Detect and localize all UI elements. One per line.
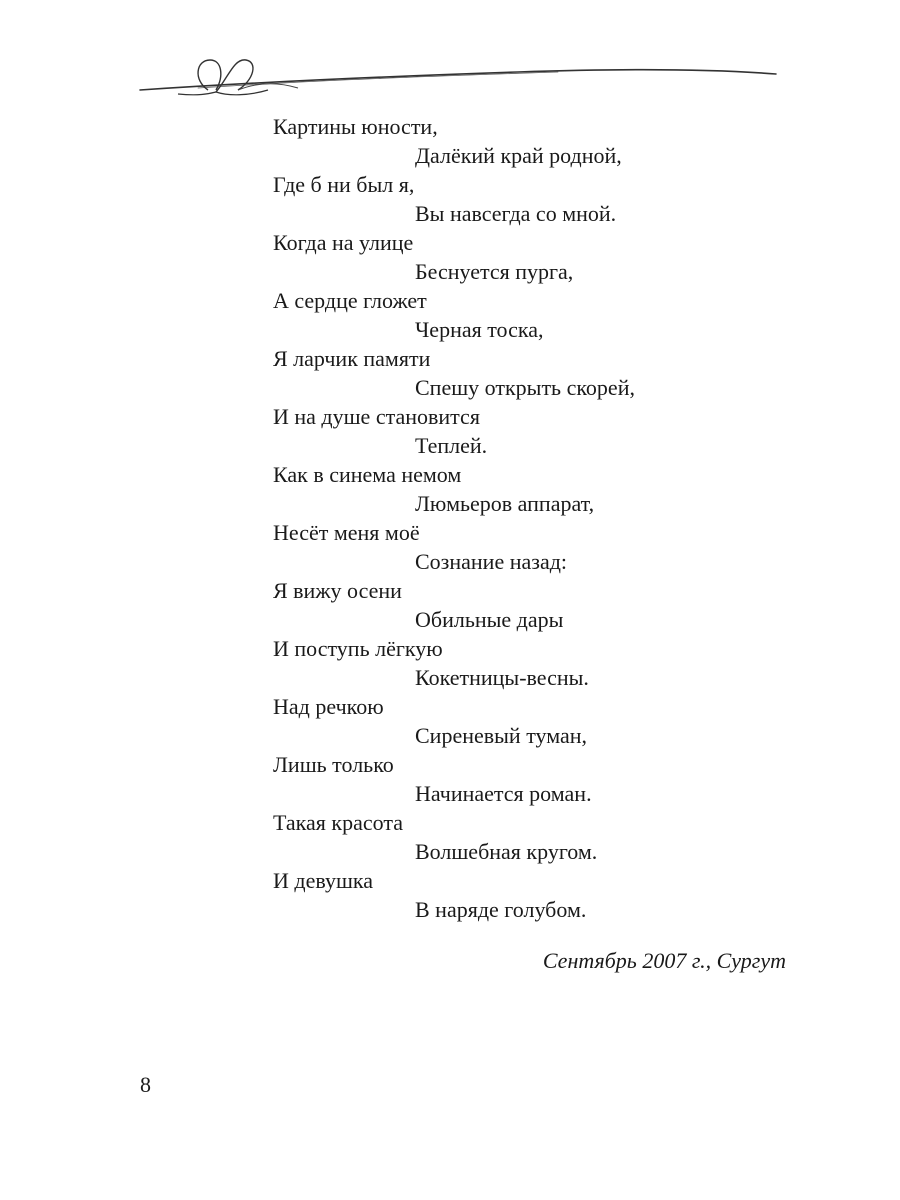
- poem-line: Кокетницы-весны.: [415, 665, 589, 690]
- poem-line: Начинается роман.: [415, 781, 592, 806]
- poem-line: Обильные дары: [415, 607, 564, 632]
- poem-line: Как в синема немом: [273, 462, 462, 487]
- poem-line: Я вижу осени: [273, 578, 402, 603]
- poem-line: И поступь лёгкую: [273, 636, 443, 661]
- poem-line: Спешу открыть скорей,: [415, 375, 635, 400]
- poem-line: Я ларчик памяти: [273, 346, 431, 371]
- poem-line: Черная тоска,: [415, 317, 544, 342]
- page-number: 8: [140, 1072, 151, 1097]
- poem-line: Беснуется пурга,: [415, 259, 574, 284]
- poem-line: Вы навсегда со мной.: [415, 201, 617, 226]
- poem-line: Картины юности,: [273, 114, 438, 139]
- poem-line: А сердце гложет: [273, 288, 427, 313]
- poem-line: Такая красота: [273, 810, 403, 835]
- poem-line: В наряде голубом.: [415, 897, 587, 922]
- poem-line: Далёкий край родной,: [415, 143, 622, 168]
- poem-line: И на душе становится: [273, 404, 480, 429]
- poem-line: Сознание назад:: [415, 549, 568, 574]
- poem-line: Где б ни был я,: [273, 172, 415, 197]
- poem-line: Люмьеров аппарат,: [415, 491, 595, 516]
- signature: Сентябрь 2007 г., Сургут: [542, 948, 786, 973]
- poem-line: Над речкою: [273, 694, 384, 719]
- poem-line: Лишь только: [273, 752, 394, 777]
- poem-line: Когда на улице: [273, 230, 414, 255]
- flourish-divider-icon: [138, 52, 778, 102]
- poem: [273, 112, 833, 924]
- poem-line: И девушка: [273, 868, 374, 893]
- poem-line: Несёт меня моё: [273, 520, 420, 545]
- poem-line: Волшебная кругом.: [415, 839, 598, 864]
- poem-line: Теплей.: [415, 433, 488, 458]
- poem-line: Сиреневый туман,: [415, 723, 588, 748]
